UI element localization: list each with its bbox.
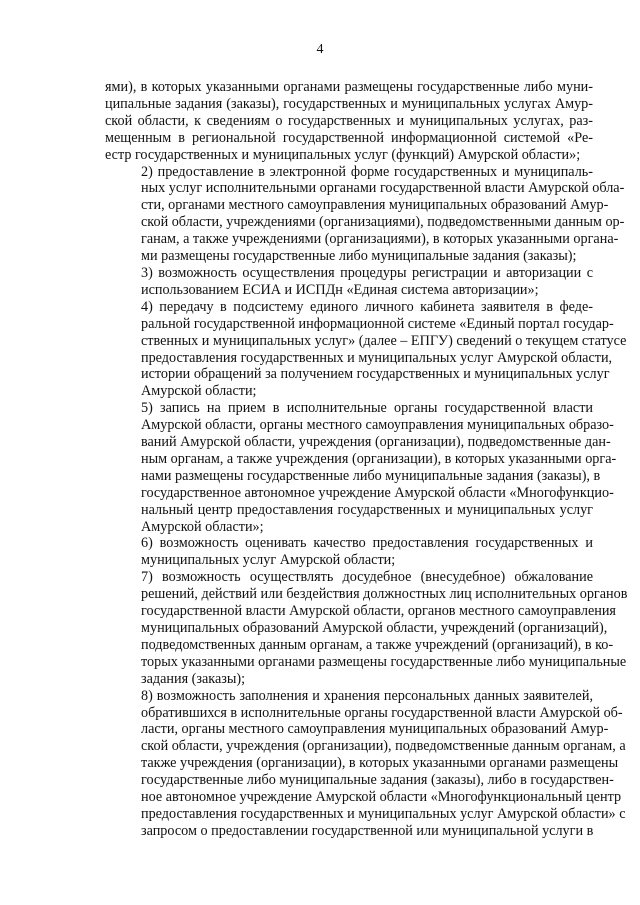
text-line: 2) предоставление в электронной форме государственных и муниципаль-	[141, 163, 593, 180]
text-line: ным органам, а также учреждения (организации), в которых указанными орга-	[141, 450, 617, 467]
paragraph	[105, 79, 593, 164]
text-line: 5) запись на прием в исполнительные органы государственной власти	[141, 400, 593, 417]
paragraph	[105, 400, 617, 535]
text-line: предоставления государственных и муниципальных услуг Амурской области» с	[141, 805, 626, 822]
text-line: ных услуг исполнительными органами государственной власти Амурской обла-	[141, 180, 625, 197]
text-line: ральной государственной информационной системе «Единый портал государ-	[141, 315, 614, 332]
text-line: ской области, учреждения (организации), подведомственные данным органам, а	[141, 738, 626, 755]
text-line: нами размещены государственные либо муниципальные задания (заказы), в	[141, 467, 601, 484]
text-line: ской области, учреждениями (организациями), подведомственными данным ор-	[141, 214, 625, 231]
text-line: задания (заказы);	[141, 670, 246, 687]
paragraph	[105, 265, 593, 299]
paragraph	[105, 569, 628, 687]
text-line: истории обращений за получением государственных и муниципальных услуг	[141, 366, 610, 383]
text-line: мещенным в региональной государственной информационной системой «Ре-	[105, 129, 593, 146]
paragraph	[105, 535, 593, 569]
page-number: 4	[316, 42, 324, 57]
text-line: 7) возможность осуществлять досудебное (внесудебное) обжалование	[141, 569, 593, 586]
text-line: использованием ЕСИА и ИСПДн «Единая система авторизации»;	[141, 281, 539, 298]
paragraph	[105, 298, 627, 400]
paragraph	[105, 163, 625, 265]
text-line: ственных и муниципальных услуг» (далее – ЕПГУ) сведений о текущем статусе	[141, 332, 627, 349]
text-line: предоставления государственных и муниципальных услуг Амурской области,	[141, 349, 613, 366]
text-line: ской области, к сведениям о государственных и муниципальных услугах, раз-	[105, 112, 593, 129]
text-line: ласти, органы местного самоуправления муниципальных образований Амур-	[141, 721, 609, 738]
text-line: государственное автономное учреждение Амурской области «Многофункцио-	[141, 484, 614, 501]
text-line: 6) возможность оценивать качество предоставления государственных и	[141, 535, 593, 552]
text-line: ваний Амурской области, учреждения (организации), подведомственные дан-	[141, 434, 611, 451]
text-line: государственной власти Амурской области, органов местного самоуправления	[141, 603, 616, 620]
text-line: естр государственных и муниципальных услуг (функций) Амурской области»;	[105, 146, 581, 163]
text-line: сти, органами местного самоуправления муниципальных образований Амур-	[141, 197, 609, 214]
text-line: 3) возможность осуществления процедуры регистрации и авторизации с	[141, 264, 593, 281]
text-line: Амурской области, органы местного самоуправления муниципальных образо-	[141, 417, 614, 434]
text-line: запросом о предоставлении государственной или муниципальной услуги в	[141, 822, 594, 839]
text-line: решений, действий или бездействия должностных лиц исполнительных органов	[141, 586, 628, 603]
paragraph	[105, 687, 626, 840]
text-line: ганам, а также учреждениями (организациями), в которых указанными органа-	[141, 231, 619, 248]
text-line: муниципальных образований Амурской области, учреждений (организаций),	[141, 620, 608, 636]
text-line: Амурской области;	[141, 383, 257, 400]
text-line: ципальные задания (заказы), государственных и муниципальных услугах Амур-	[105, 95, 593, 112]
text-line: ми размещены государственные либо муниципальные задания (заказы);	[141, 248, 577, 265]
text-line: Амурской области»;	[141, 518, 264, 535]
text-line: муниципальных услуг Амурской области;	[141, 552, 396, 569]
text-line: ное автономное учреждение Амурской области «Многофункциональный центр	[141, 789, 622, 806]
text-line: ями), в которых указанными органами размещены государственные либо муни-	[105, 79, 593, 95]
text-line: обратившихся в исполнительные органы государственной власти Амурской об-	[141, 704, 623, 721]
text-line: нальный центр предоставления государственных и муниципальных услуг	[141, 501, 593, 518]
document-body	[105, 79, 628, 840]
text-line: также учреждения (организации), в которых указанными органами размещены	[141, 755, 619, 772]
text-line: торых указанными органами размещены государственные либо муниципальные	[141, 653, 627, 670]
text-line: 8) возможность заполнения и хранения персональных данных заявителей,	[141, 687, 593, 704]
text-line: 4) передачу в подсистему единого личного кабинета заявителя в феде-	[141, 298, 593, 315]
text-line: подведомственных данным органам, а также учреждений (организаций), в ко-	[141, 636, 614, 653]
text-line: государственные либо муниципальные задания (заказы), либо в государствен-	[141, 772, 614, 789]
